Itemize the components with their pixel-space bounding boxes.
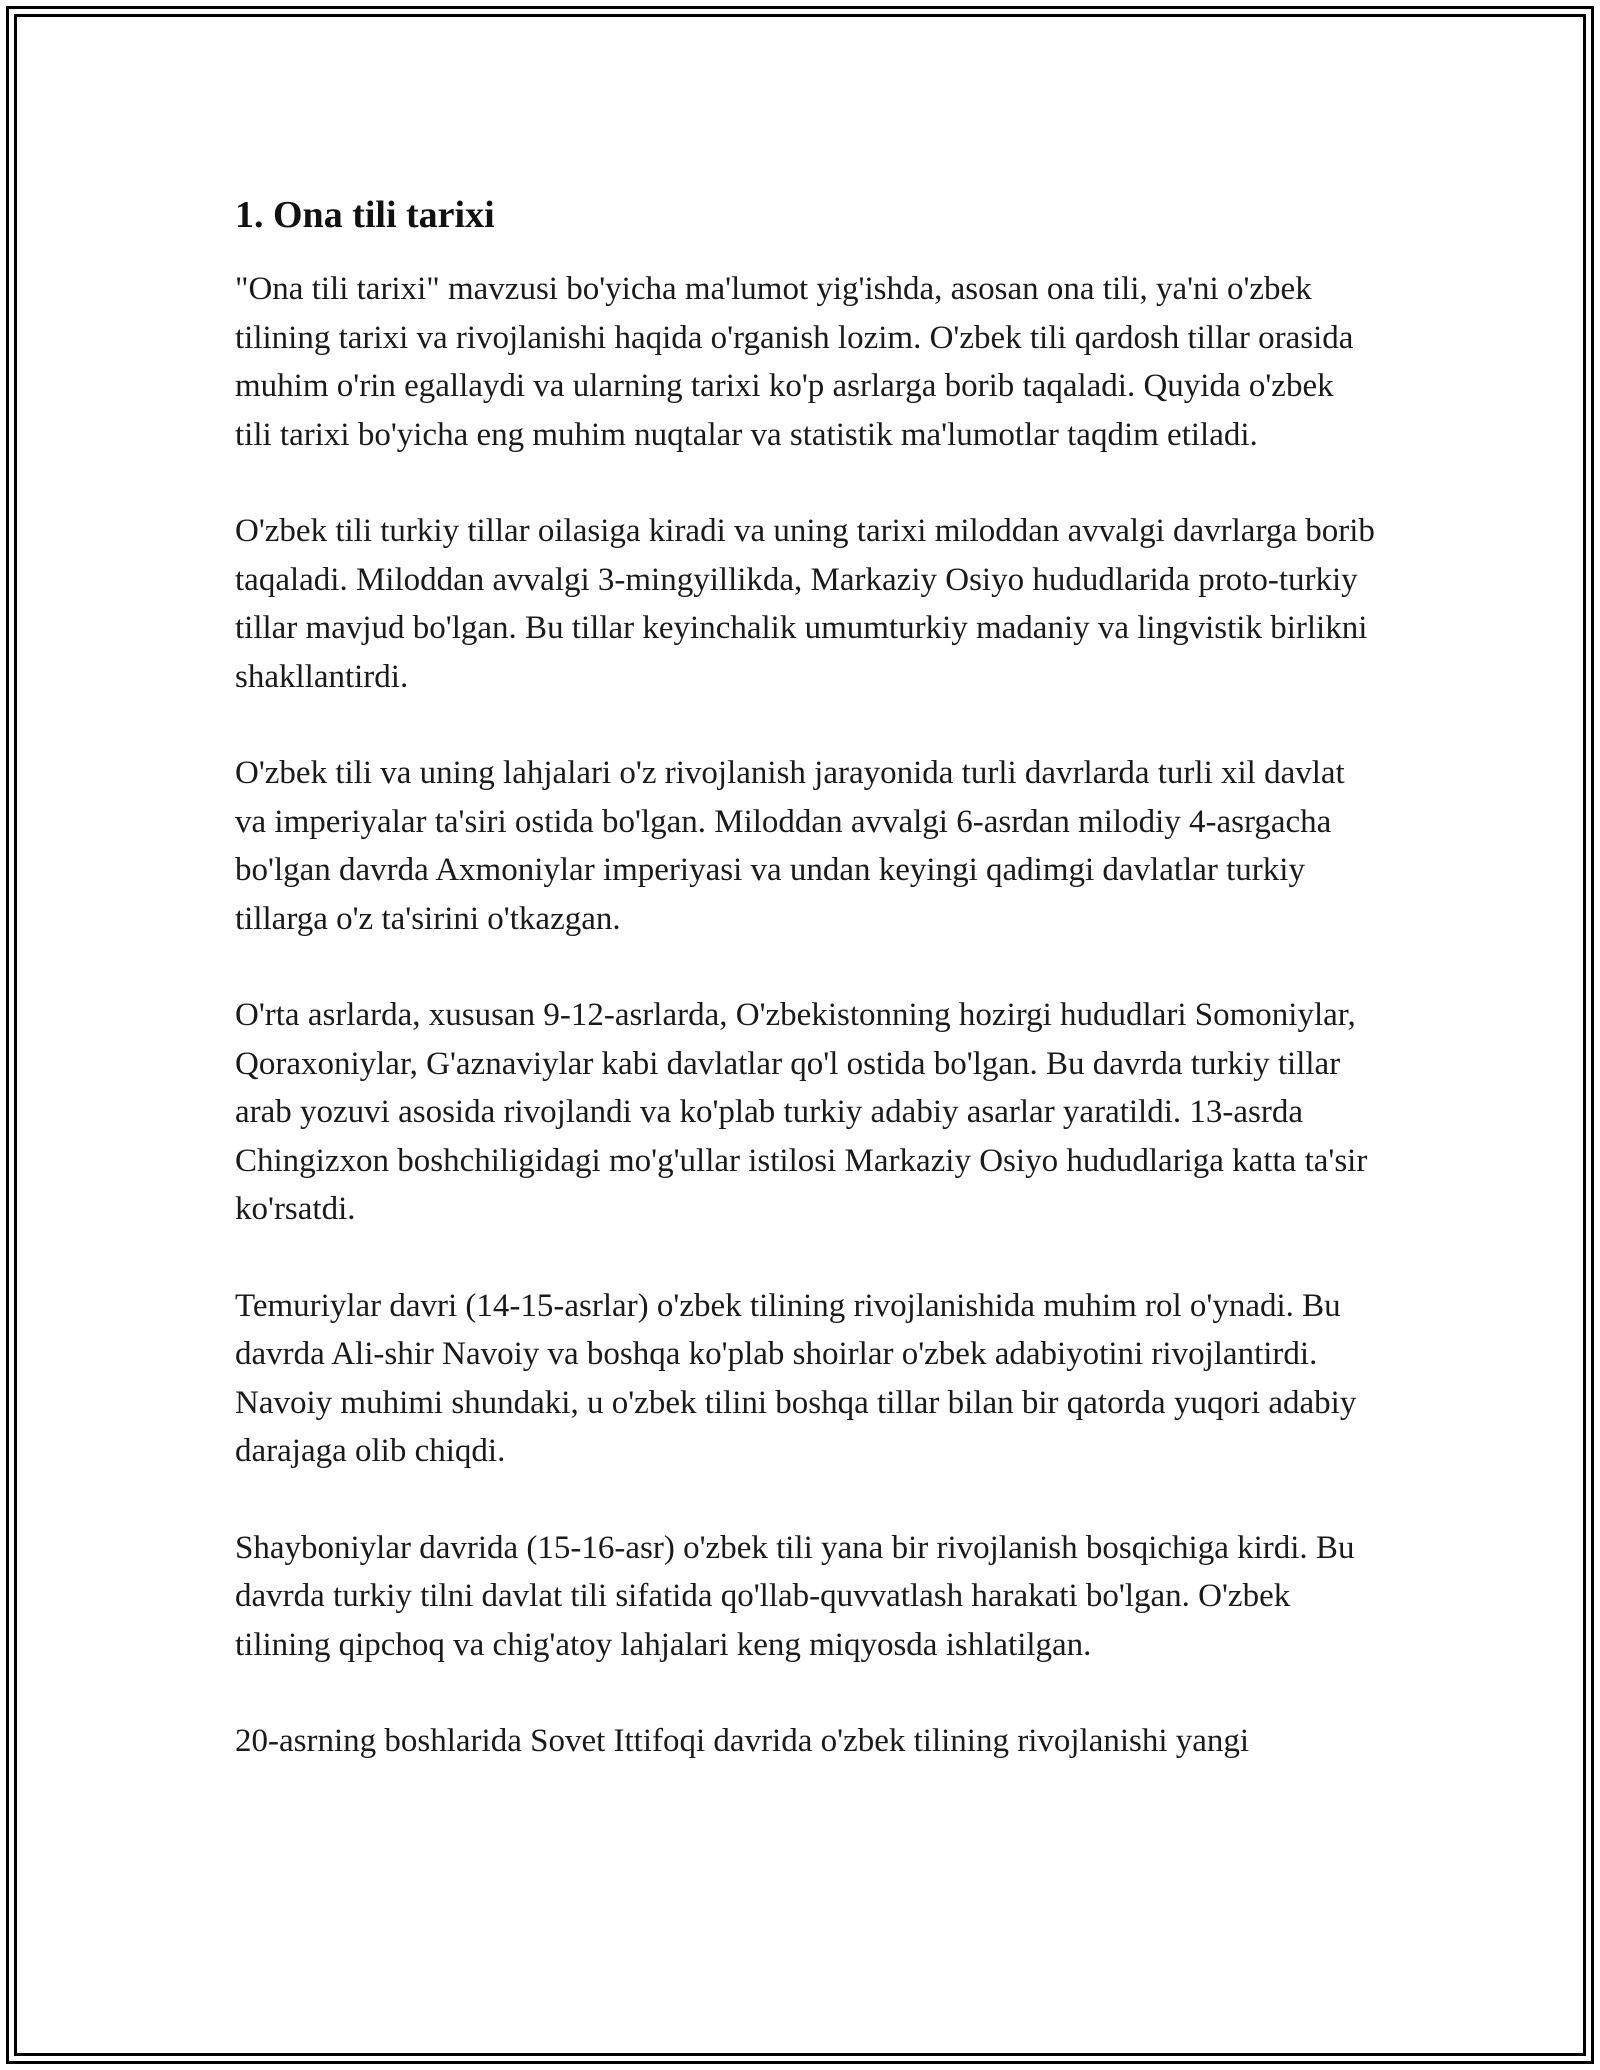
paragraph-soviet-era: 20-asrning boshlarida Sovet Ittifoqi davrida o'zbek tilining rivojlanishi yangi <box>235 1723 1250 1759</box>
paragraph-middle-ages: O'rta asrlarda, xususan 9-12-asrlarda, O'zbekistonning hozirgi hududlari Somoniylar, Qoraxoniylar, G'aznaviylar kabi davlatlar qo'l ostida bo'lgan. Bu davrda turkiy tillar arab yozuvi asosida rivojlandi va ko'plab turkiy adabiy asarlar yaratildi. 13-asrda Chingizxon boshchiligidagi mo'g'ullar istilosi Markaziy Osiyo hududlariga katta ta'sir ko'rsatdi. <box>235 997 1368 1227</box>
paragraph-turkic-origins: O'zbek tili turkiy tillar oilasiga kiradi va uning tarixi miloddan avvalgi davrlarga borib taqaladi. Miloddan avvalgi 3-mingyillikda, Markaziy Osiyo hududlarida proto-turkiy tillar mavjud bo'lgan. Bu tillar keyinchalik umumturkiy madaniy va lingvistik birlikni shakllantirdi. <box>235 513 1375 695</box>
paragraph-empire-influence: O'zbek tili va uning lahjalari o'z rivojlanish jarayonida turli davrlarda turli xil davlat va imperiyalar ta'siri ostida bo'lgan. Miloddan avvalgi 6-asrdan milodiy 4-asrgacha bo'lgan davrda Axmoniylar imperiyasi va undan keyingi qadimgi davlatlar turkiy tillarga o'z ta'sirini o'tkazgan. <box>235 755 1345 937</box>
section-heading: 1. Ona tili tarixi <box>235 194 495 236</box>
paragraph-timurid-era: Temuriylar davri (14-15-asrlar) o'zbek tilining rivojlanishida muhim rol o'ynadi. Bu davrda Ali-shir Navoiy va boshqa ko'plab shoirlar o'zbek adabiyotini rivojlantirdi. Navoiy muhimi shundaki, u o'zbek tilini boshqa tillar bilan bir qatorda yuqori adabiy darajaga olib chiqdi. <box>235 1287 1357 1469</box>
document-body <box>235 188 1375 1814</box>
paragraph-shaybanid-era: Shayboniylar davrida (15-16-asr) o'zbek tili yana bir rivojlanish bosqichiga kirdi. Bu davrda turkiy tilni davlat tili sifatida qo'llab-quvvatlash harakati bo'lgan. O'zbek tilining qipchoq va chig'atoy lahjalari keng miqyosda ishlatilgan. <box>235 1529 1355 1663</box>
paragraph-intro: "Ona tili tarixi" mavzusi bo'yicha ma'lumot yig'ishda, asosan ona tili, ya'ni o'zbek tilining tarixi va rivojlanishi haqida o'rganish lozim. O'zbek tili qardosh tillar orasida muhim o'rin egallaydi va ularning tarixi ko'p asrlarga borib taqaladi. Quyida o'zbek tili tarixi bo'yicha eng muhim nuqtalar va statistik ma'lumotlar taqdim etiladi. <box>235 271 1354 453</box>
